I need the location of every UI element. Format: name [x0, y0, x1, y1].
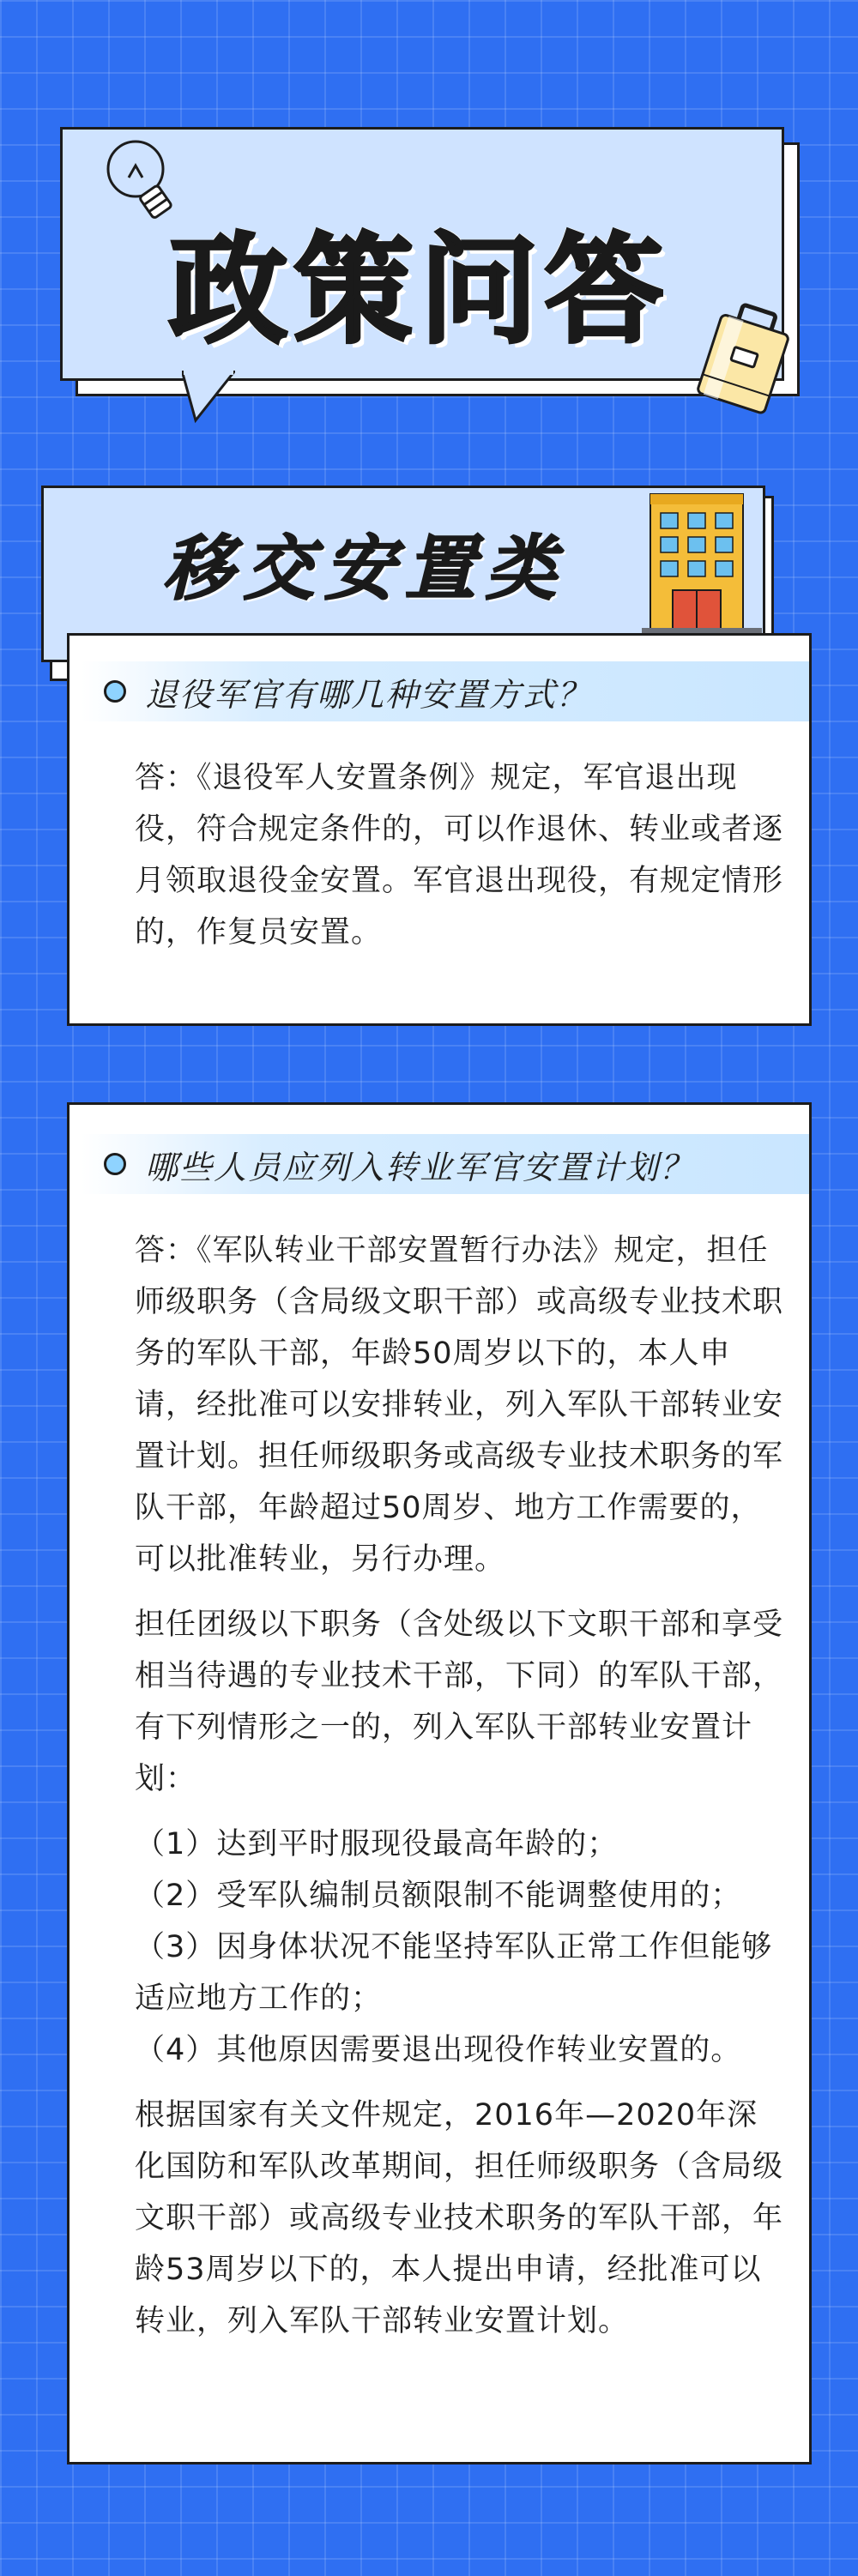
- answer-paragraph: 担任团级以下职务（含处级以下文职干部和享受相当待遇的专业技术干部，下同）的军队干部，有下列情形之一的，列入军队干部转业安置计划：: [135, 1608, 784, 1796]
- building-icon: [642, 487, 762, 635]
- page-title: 政策问答: [168, 221, 670, 359]
- list-item: （1）达到平时服现役最高年龄的；: [135, 1827, 619, 1861]
- question-text: 哪些人员应列入转业军官安置计划？: [145, 1148, 695, 1186]
- list-item: （3）因身体状况不能坚持军队正常工作但能够适应地方工作的；: [135, 1930, 773, 2016]
- category-title: 移交安置类: [163, 528, 566, 610]
- bullet-dot-icon: [104, 1153, 126, 1175]
- answer-block: [135, 752, 787, 972]
- list-item: （2）受军队编制员额限制不能调整使用的；: [135, 1879, 742, 1913]
- qa-card-2: [67, 1102, 812, 2464]
- answer-paragraph: 答：《军队转业干部安置暂行办法》规定，担任师级职务（含局级文职干部）或高级专业技术职务的军队干部，年龄50周岁以下的，本人申请，经批准可以安排转业，列入军队干部转业安置计划。担任师级职务或高级专业技术职务的军队干部，年龄超过50周岁、地方工作需要的，可以批准转业，另行办理。: [135, 1234, 784, 1577]
- answer-list: [135, 1819, 787, 2076]
- answer-paragraph: 答：《退役军人安置条例》规定，军官退出现役，符合规定条件的，可以作退休、转业或者逐月领取退役金安置。军官退出现役，有规定情形的，作复员安置。: [135, 761, 784, 950]
- question-bar: [82, 1134, 809, 1194]
- question-bar: [82, 661, 809, 721]
- briefcase-icon: [697, 302, 800, 418]
- bubble-tail: [182, 371, 235, 424]
- lightbulb-icon: [103, 133, 180, 227]
- answer-closing-paragraph: 根据国家有关文件规定，2016年—2020年深化国防和军队改革期间，担任师级职务（含局级文职干部）或高级专业技术职务的军队干部，年龄53周岁以下的，本人提出申请，经批准可以转业，列入军队干部转业安置计划。: [135, 2098, 784, 2338]
- answer-block: [135, 1225, 787, 2361]
- list-item: （4）其他原因需要退出现役作转业安置的。: [135, 2033, 742, 2067]
- question-text: 退役军官有哪几种安置方式？: [145, 675, 592, 714]
- qa-card-1: [67, 633, 812, 1026]
- bullet-dot-icon: [104, 680, 126, 703]
